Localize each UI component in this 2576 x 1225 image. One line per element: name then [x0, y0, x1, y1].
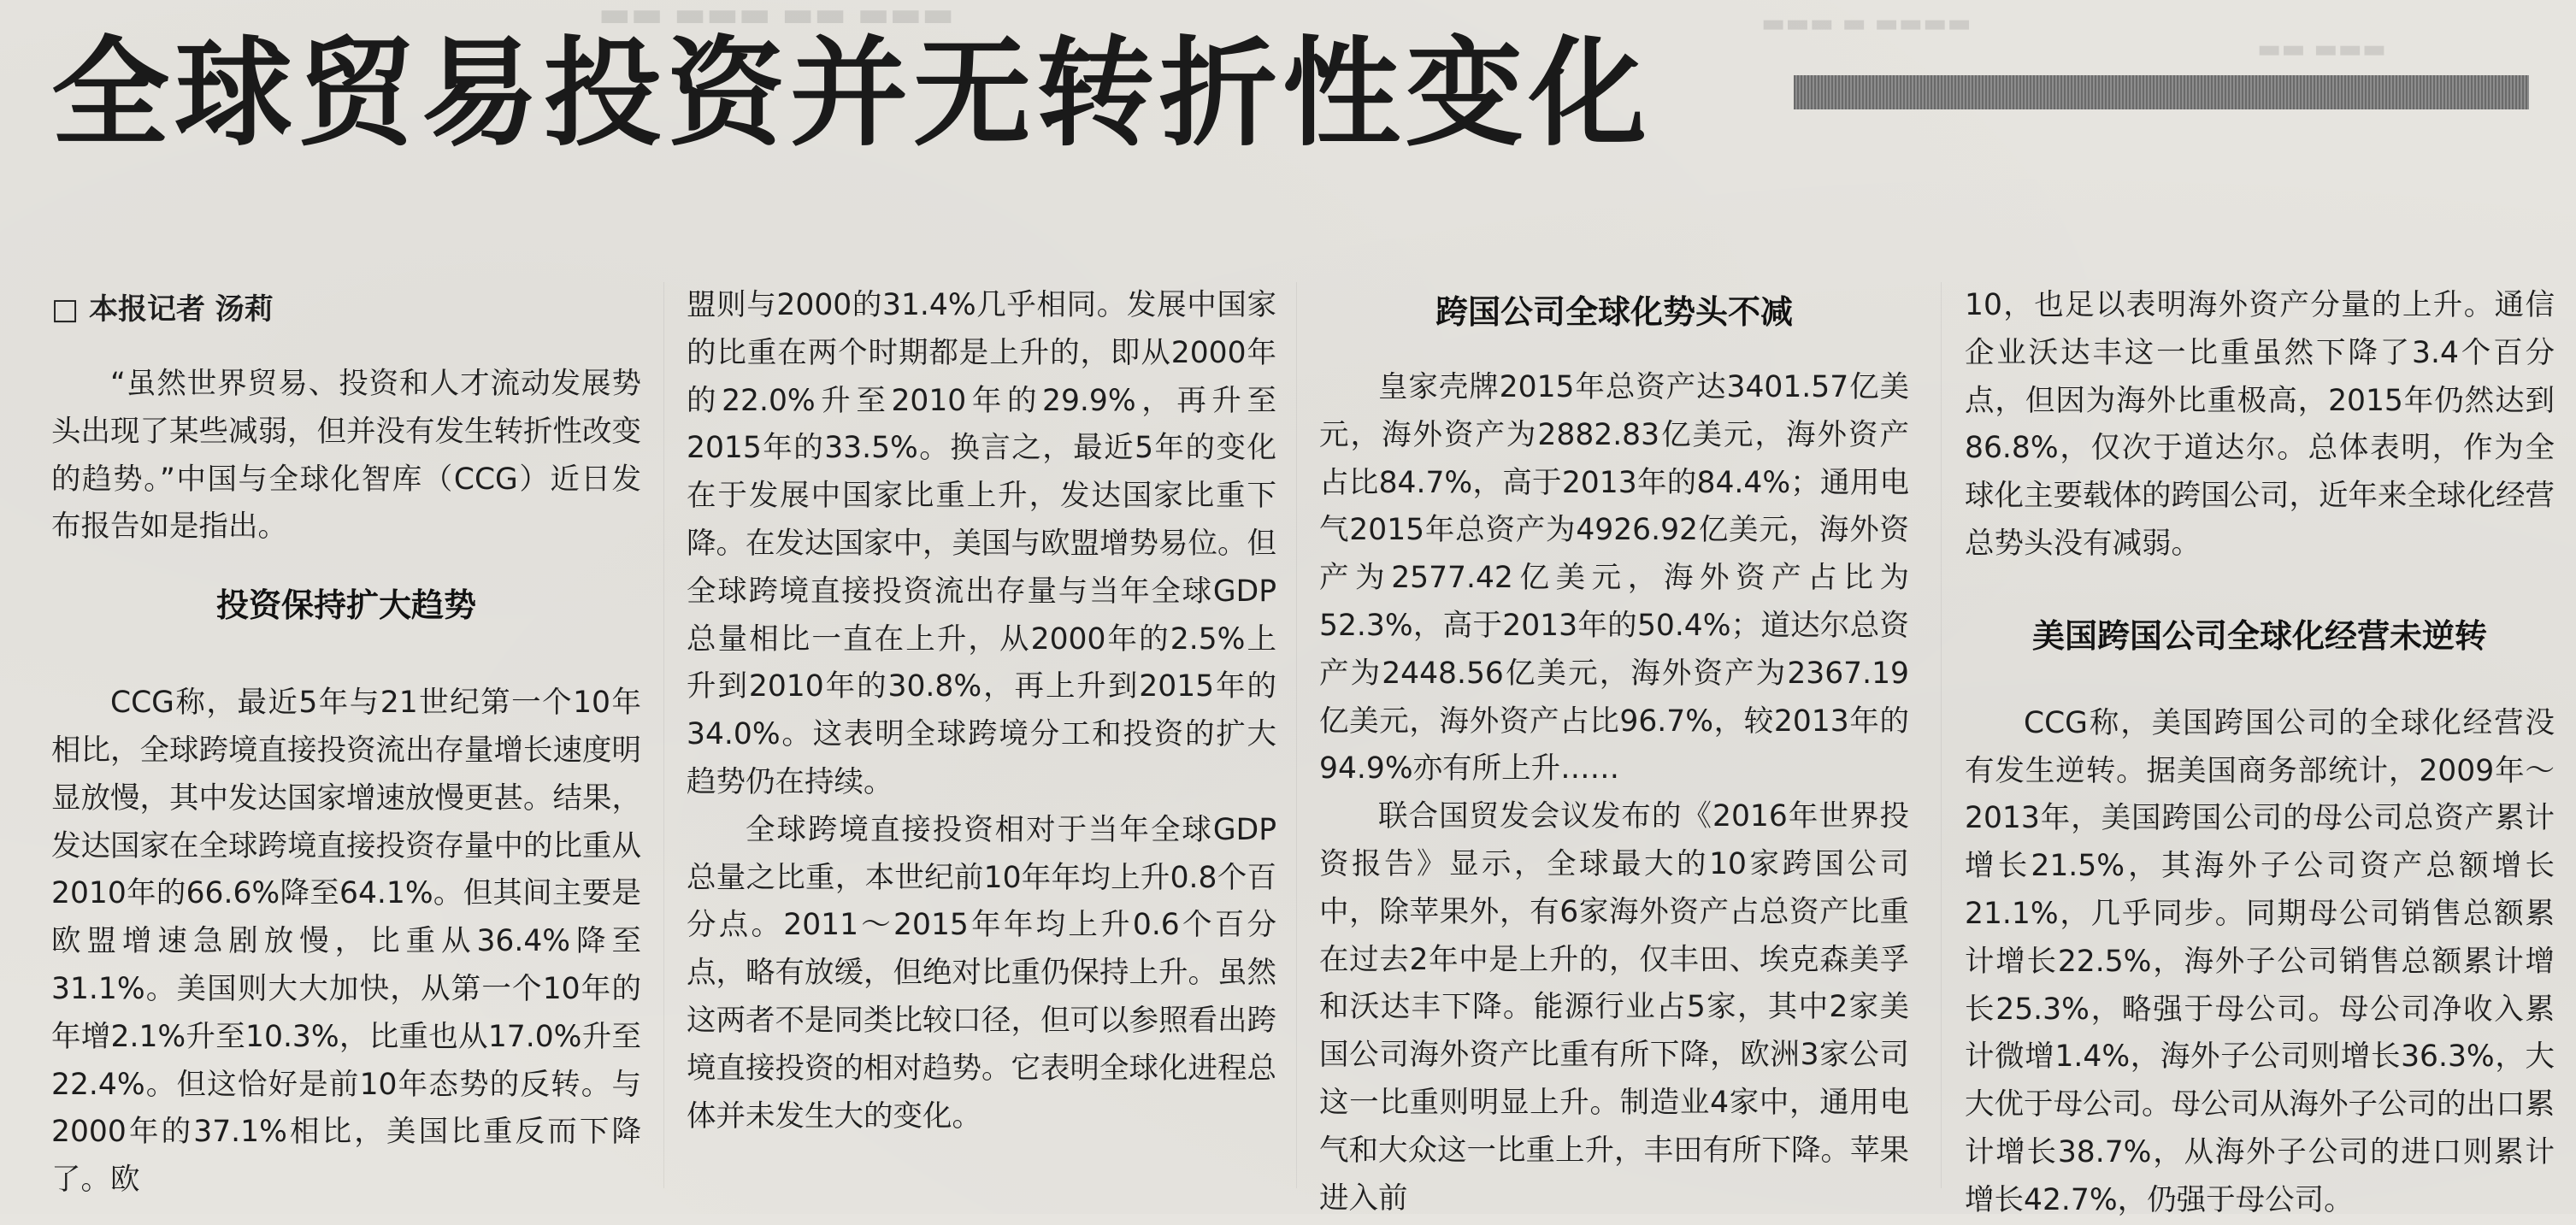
article-column-4 — [1965, 282, 2555, 1225]
section-heading: 跨国公司全球化势头不减 — [1435, 293, 1793, 331]
article-column-2 — [687, 282, 1276, 1140]
bleed-through-marks: ▬▬ ▬▬▬ — [2257, 34, 2387, 64]
paragraph: 皇家壳牌2015年总资产达3401.57亿美元，海外资产为2882.83亿美元，海外资产占比84.7%，高于2013年的84.4%；通用电气2015年总资产为4926.92亿美元，海外资产为2577.42亿美元，海外资产占比为52.3%，高于2013年的50.4%；道达尔总资产为2448.56亿美元，海外资产为2367.19亿美元，海外资产占比96.7%，较2013年的94.9%亦有所上升…… — [1319, 370, 1909, 786]
column-divider — [1941, 282, 1942, 1188]
headline-rule-bar — [1794, 75, 2529, 109]
article-column-3 — [1319, 282, 1909, 1222]
paragraph: “虽然世界贸易、投资和人才流动发展势头出现了某些减弱，但并没有发生转折性改变的趋势。”中国与全球化智库（CCG）近日发布报告如是指出。 — [51, 367, 641, 545]
paragraph: 10，也足以表明海外资产分量的上升。通信企业沃达丰这一比重虽然下降了3.4个百分点，但因为海外比重极高，2015年仍然达到86.8%，仅次于道达尔。总体表明，作为全球化主要载体的跨国公司，近年来全球化经营总势头没有减弱。 — [1965, 288, 2555, 561]
paragraph: 盟则与2000的31.4%几乎相同。发展中国家的比重在两个时期都是上升的，即从2000年的22.0%升至2010年的29.9%，再升至2015年的33.5%。换言之，最近5年的变化在于发展中国家比重上升，发达国家比重下降。在发达国家中，美国与欧盟增势易位。但全球跨境直接投资流出存量与当年全球GDP总量相比一直在上升，从2000年的2.5%上升到2010年的30.8%，再上升到2015年的34.0%。这表明全球跨境分工和投资的扩大趋势仍在持续。 — [687, 288, 1276, 799]
bleed-through-marks: ▬▬▬ ▬ ▬▬▬▬ — [1761, 9, 1972, 38]
paragraph: 全球跨境直接投资相对于当年全球GDP总量之比重，本世纪前10年年均上升0.8个百分点。2011～2015年年均上升0.6个百分点，略有放缓，但绝对比重仍保持上升。虽然这两者不是同类比较口径，但可以参照看出跨境直接投资的相对趋势。它表明全球化进程总体并未发生大的变化。 — [687, 812, 1276, 1134]
article-headline: 全球贸易投资并无转折性变化 — [51, 25, 1653, 162]
column-divider — [1296, 282, 1297, 1188]
section-heading: 投资保持扩大趋势 — [215, 586, 476, 625]
byline: □ 本报记者 汤莉 — [51, 292, 274, 327]
paragraph: CCG称，最近5年与21世纪第一个10年相比，全球跨境直接投资流出存量增长速度明显放慢，其中发达国家增速放慢更甚。结果，发达国家在全球跨境直接投资存量中的比重从2010年的66.6%降至64.1%。但其间主要是欧盟增速急剧放慢，比重从36.4%降至31.1%。美国则大大加快，从第一个10年的年增2.1%升至10.3%，比重也从17.0%升至22.4%。但这恰好是前10年态势的反转。与2000年的37.1%相比，美国比重反而下降了。欧 — [51, 686, 641, 1198]
paragraph: 联合国贸发会议发布的《2016年世界投资报告》显示，全球最大的10家跨国公司中，除苹果外，有6家海外资产占总资产比重在过去2年中是上升的，仅丰田、埃克森美孚和沃达丰下降。能源行业占5家，其中2家美国公司海外资产比重有所下降，欧洲3家公司这一比重则明显上升。制造业4家中，通用电气和大众这一比重上升，丰田有所下降。苹果进入前 — [1319, 799, 1909, 1216]
paragraph: CCG称，美国跨国公司的全球化经营没有发生逆转。据美国商务部统计，2009年～2013年，美国跨国公司的母公司总资产累计增长21.5%，其海外子公司资产总额增长21.1%，几乎同步。同期母公司销售总额累计增长22.5%，海外子公司销售总额累计增长25.3%，略强于母公司。母公司净收入累计微增1.4%，海外子公司则增长36.3%，大大优于母公司。母公司从海外子公司的出口累计增长38.7%，从海外子公司的进口则累计增长42.7%，仍强于母公司。 — [1965, 705, 2555, 1217]
bleed-through-marks: ▬▬ ▬▬▬ ▬▬ ▬▬▬ — [598, 0, 955, 34]
column-divider — [663, 282, 664, 1188]
section-heading: 美国跨国公司全球化经营未逆转 — [2031, 616, 2487, 655]
article-column-1 — [51, 282, 641, 1204]
